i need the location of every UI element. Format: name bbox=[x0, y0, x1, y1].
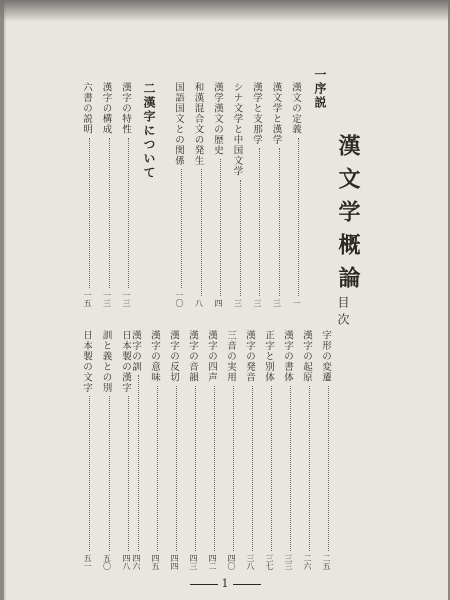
toc-entry-label: 漢字の発音 bbox=[244, 330, 255, 383]
toc-entry-label: 国語国文との関係 bbox=[173, 82, 184, 166]
toc-entry bbox=[242, 330, 256, 570]
toc-entry-label: 漢字の音韻 bbox=[187, 330, 198, 383]
toc-entry-page: 一三 bbox=[102, 291, 112, 307]
toc-entry bbox=[147, 330, 161, 570]
toc-entry-label: 漢字の四声 bbox=[206, 330, 217, 383]
toc-entry-page: 三 bbox=[253, 299, 262, 307]
toc-entry bbox=[299, 330, 313, 570]
toc-entry bbox=[79, 82, 93, 307]
book-title: 漢文学概論 bbox=[335, 134, 361, 299]
toc-entry-page: 八 bbox=[194, 299, 204, 307]
dot-leader bbox=[275, 148, 280, 296]
toc-entry-label: 漢字の書体 bbox=[282, 330, 293, 383]
toc-entry-page: 四〇 bbox=[227, 554, 236, 570]
page-footer bbox=[0, 577, 450, 590]
toc-entry-page: 四四 bbox=[170, 554, 179, 570]
toc-entry bbox=[166, 330, 180, 570]
toc-entry-page: 一〇 bbox=[175, 291, 184, 307]
toc-entry-page: 四五 bbox=[151, 554, 160, 570]
toc-entry-page: 一五 bbox=[83, 291, 92, 307]
dot-leader bbox=[85, 138, 90, 289]
toc-entry-page: 四八 bbox=[122, 554, 131, 570]
dot-leader bbox=[324, 386, 329, 552]
toc-entry bbox=[204, 330, 218, 570]
toc-entry-page: 四二 bbox=[208, 554, 217, 570]
dot-leader bbox=[248, 386, 253, 552]
dot-leader bbox=[124, 138, 129, 289]
toc-entry-label: 漢字の特性 bbox=[120, 82, 131, 135]
toc-entry-label: 字形の変遷 bbox=[320, 330, 331, 383]
toc-entry-label: シナ文学と中国文学 bbox=[231, 82, 243, 177]
dot-leader bbox=[236, 180, 241, 297]
toc-entry bbox=[118, 330, 132, 570]
toc-entry-page: 三七 bbox=[265, 554, 274, 570]
toc-entry bbox=[249, 82, 263, 307]
toc-entry-page: 一 bbox=[292, 299, 301, 307]
toc-entry-page: 一三 bbox=[122, 291, 131, 307]
toc-entry-label: 漢字の反切 bbox=[168, 330, 179, 383]
chapter-1-heading: 一序説 bbox=[313, 68, 327, 110]
toc-entry-label: 漢学漢文の歴史 bbox=[212, 82, 223, 156]
toc-entry bbox=[210, 82, 224, 307]
toc-entry-label: 和漢混合文の発生 bbox=[192, 82, 204, 166]
toc-entry-label: 漢字の意味 bbox=[149, 330, 160, 383]
toc-entry-page: 二五 bbox=[322, 554, 331, 570]
toc-entry-page: 四六 bbox=[132, 554, 141, 570]
toc-entry-label: 漢字の構成 bbox=[100, 82, 112, 135]
toc-entry-page: 三 bbox=[272, 299, 282, 307]
page-shadow bbox=[0, 0, 450, 22]
toc-entry bbox=[118, 82, 132, 307]
dot-leader bbox=[134, 375, 139, 551]
dot-leader bbox=[105, 396, 110, 551]
dot-leader bbox=[286, 386, 291, 552]
dot-leader bbox=[267, 386, 272, 552]
dot-leader bbox=[105, 138, 110, 289]
toc-entry bbox=[280, 330, 294, 570]
toc-entry bbox=[171, 82, 185, 307]
toc-entry-label: 漢文の定義 bbox=[290, 82, 301, 135]
toc-entry-page: 二六 bbox=[303, 554, 312, 570]
toc-subtitle: 目次 bbox=[336, 296, 350, 330]
toc-entry-label: 漢字の訓 bbox=[130, 330, 141, 372]
toc-entry bbox=[288, 82, 302, 307]
toc-entry bbox=[223, 330, 237, 570]
toc-entry-page: 五一 bbox=[83, 554, 92, 570]
toc-entry bbox=[261, 330, 275, 570]
toc-entry-label: 漢学と支那学 bbox=[251, 82, 262, 145]
dot-leader bbox=[294, 138, 299, 297]
dot-leader bbox=[172, 386, 177, 552]
dot-leader bbox=[85, 396, 90, 551]
toc-entry bbox=[269, 82, 283, 307]
footer-rule-right bbox=[233, 584, 261, 585]
dot-leader bbox=[305, 386, 310, 552]
toc-entry-page: 三 bbox=[233, 299, 243, 307]
toc-entry-label: 三音の実用 bbox=[225, 330, 236, 383]
toc-entry-label: 日本製の文字 bbox=[81, 330, 92, 393]
toc-entry-label: 六書の説明 bbox=[81, 82, 92, 135]
footer-rule-left bbox=[190, 584, 218, 585]
chapter-2-heading: 二漢字について bbox=[142, 82, 156, 180]
toc-entry bbox=[185, 330, 199, 570]
toc-entry bbox=[230, 82, 244, 307]
page-number: 1 bbox=[221, 577, 229, 590]
dot-leader bbox=[210, 386, 215, 552]
toc-entry-page: 三八 bbox=[246, 554, 255, 570]
dot-leader bbox=[255, 148, 260, 296]
dot-leader bbox=[229, 386, 234, 552]
dot-leader bbox=[216, 159, 221, 297]
toc-entry bbox=[318, 330, 332, 570]
toc-entry-page: 五〇 bbox=[102, 554, 112, 570]
toc-entry bbox=[99, 330, 113, 570]
toc-entry-page: 四 bbox=[214, 299, 223, 307]
toc-entry-label: 漢字の起原 bbox=[301, 330, 312, 383]
toc-entry-label: 訓と義との別 bbox=[100, 330, 112, 393]
dot-leader bbox=[177, 169, 182, 288]
toc-entry bbox=[99, 82, 113, 307]
toc-entry-page: 四三 bbox=[189, 554, 198, 570]
toc-entry bbox=[79, 330, 93, 570]
toc-entry bbox=[191, 82, 205, 307]
toc-entry-page: 三三 bbox=[284, 554, 293, 570]
toc-entry-label: 日本製の漢字 bbox=[120, 330, 131, 393]
dot-leader bbox=[197, 169, 202, 296]
dot-leader bbox=[124, 396, 129, 551]
toc-entry-label: 漢文学と漢学 bbox=[270, 82, 282, 145]
dot-leader bbox=[191, 386, 196, 552]
dot-leader bbox=[153, 386, 158, 552]
toc-entry-label: 正字と別体 bbox=[263, 330, 274, 383]
